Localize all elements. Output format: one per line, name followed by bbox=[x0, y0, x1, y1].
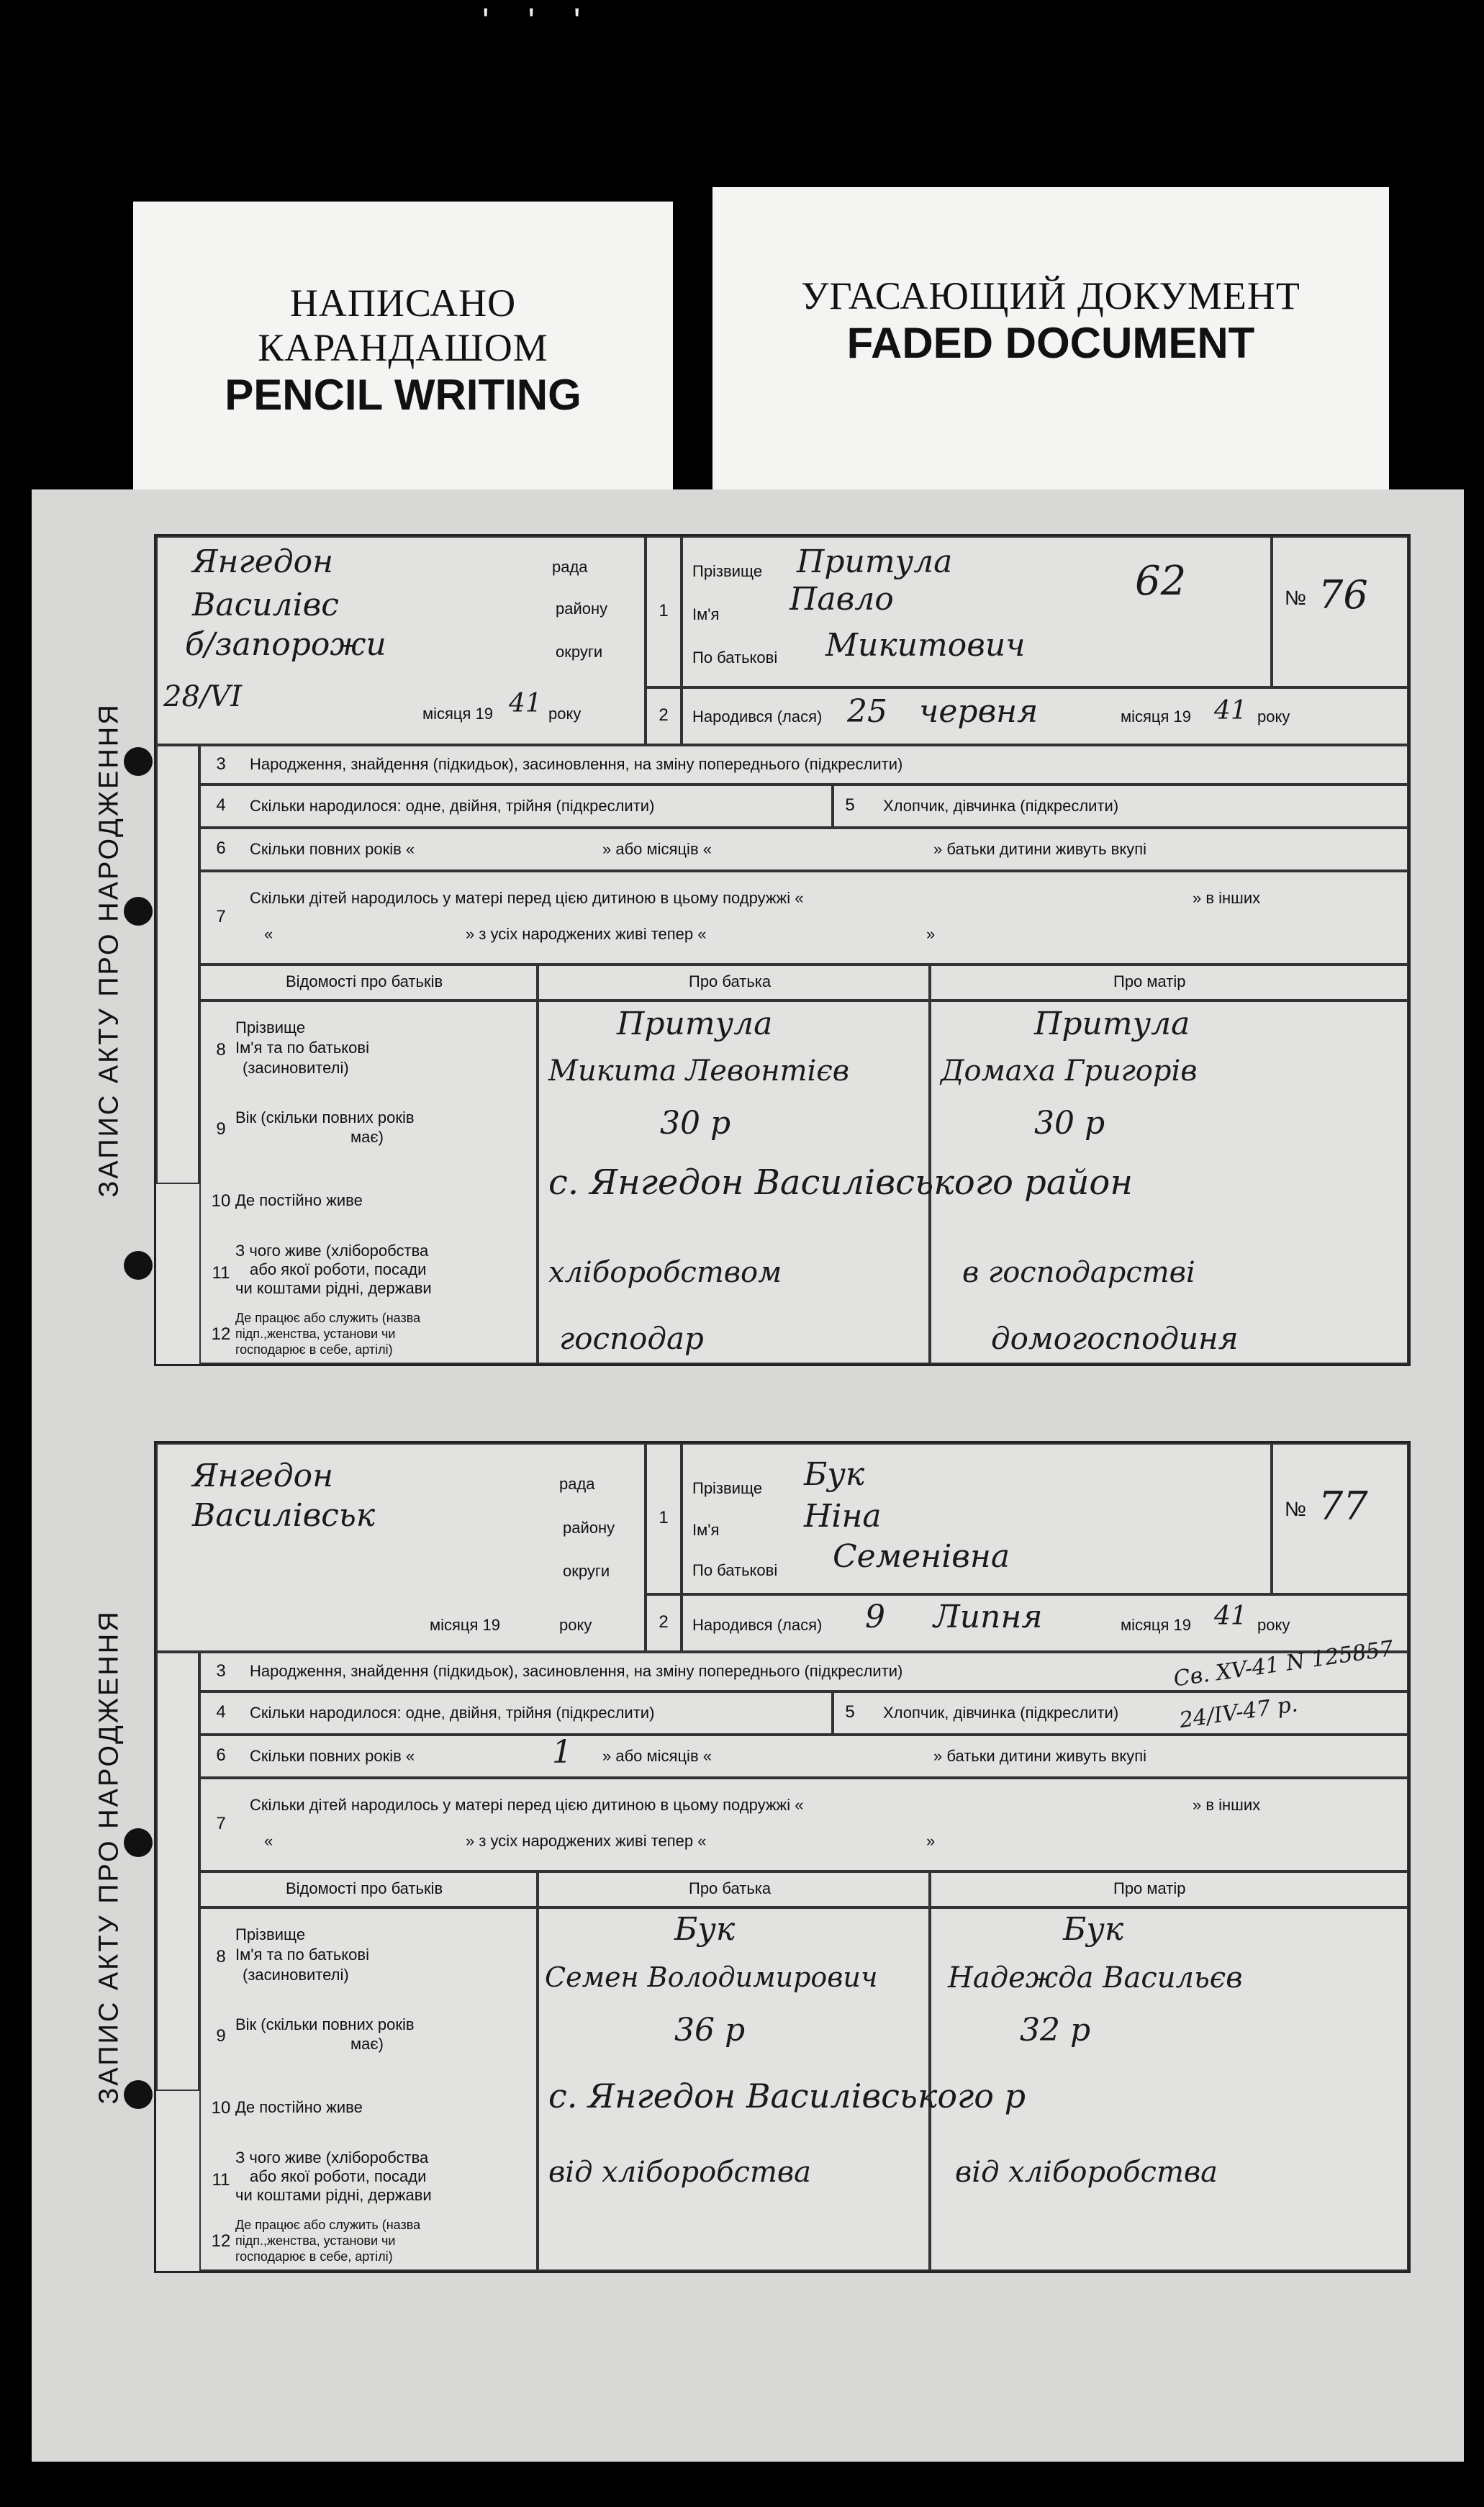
row11-label-b: або якої роботи, посади bbox=[250, 2167, 427, 2185]
birth-year-label: року bbox=[1257, 708, 1290, 726]
birth-day: 9 bbox=[865, 1599, 885, 1635]
birth-record-77: ЗАПИС АКТУ ПРО НАРОДЖЕННЯ Янгедон рада Василівськ району округи місяця 19 року 1 Прізвище Бук Ім'я Ніна По батькові Семенівна № 77 2 Народився (лася) 9 Липня місяця 19 41 року 3 Народження, знайдення (підкидьок), засиновлення, на зміну попереднього (підкреслити) 4 Скільки народилося: одне, двійня, трійня (підкреслити) 5 Хлопчик, дівчинка (підкреслити) 6 Скільки повних років « 1 » або місяців « » батьки дитини живуть вкупі 7 Скільки дітей народилось у матері перед цією дитиною в цьому подружжі « » в інших « » з усіх народжених живі тепер « » Св. XV-41 N 125857 24/IV-47 р. Відомості про батьків Про батька Про матір 8 Прізвище Ім'я та по батькові (засиновителі) 9 Вік (скільки повних років має) 10 Де постійно живе 11 З чого живе (хліборобства або якої роботи, посади чи коштами рідні, держави 12 Де працює або служить (назва підп.,женства, установи чи господарює в себе, артілі) Бук Семен Володимирович 36 р Бук Надежда Васильєв 32 р с. Янгедон Василівського р від хліборобства від хліборобства bbox=[154, 1441, 1411, 2273]
okrug-label: округи bbox=[563, 1562, 610, 1580]
row8-label-a: Прізвище bbox=[235, 1925, 306, 1943]
rada-value: Янгедон bbox=[192, 543, 334, 580]
patronymic-value: Микитович bbox=[825, 627, 1026, 664]
row12-label-c: господарює в себе, артілі) bbox=[235, 2249, 393, 2264]
row7-label-e: » bbox=[926, 1832, 936, 1850]
row10-label: Де постійно живе bbox=[235, 1191, 363, 1209]
rada-value: Янгедон bbox=[192, 1458, 334, 1494]
row11-label-b: або якої роботи, посади bbox=[250, 1260, 427, 1278]
row11-label-a: З чого живе (хліборобства bbox=[235, 1242, 429, 1260]
mother-age: 32 р bbox=[1020, 2012, 1091, 2048]
residence: с. Янгедон Василівського р bbox=[548, 2077, 1026, 2115]
row6-label-a: Скільки повних років « bbox=[250, 1747, 415, 1765]
rayon-value: Василівськ bbox=[192, 1497, 376, 1534]
row12-label-a: Де працює або служить (назва bbox=[235, 2218, 421, 2232]
row10-label: Де постійно живе bbox=[235, 2098, 363, 2116]
name-label: Ім'я bbox=[692, 1521, 720, 1539]
mother-living: в господарстві bbox=[962, 1256, 1195, 1289]
row9-label-b: має) bbox=[350, 1128, 384, 1146]
parents-info-header: Відомості про батьків bbox=[286, 972, 443, 990]
name-label: Ім'я bbox=[692, 605, 720, 623]
row11-label-c: чи коштами рідні, держави bbox=[235, 2186, 432, 2204]
row7-label-e: » bbox=[926, 925, 936, 943]
mother-age: 30 р bbox=[1034, 1105, 1105, 1142]
row7-label-d: » з усіх народжених живі тепер « bbox=[466, 1832, 707, 1850]
faded-label-en: FADED DOCUMENT bbox=[846, 319, 1255, 367]
reg-year-label: року bbox=[548, 705, 582, 723]
name-value: Павло bbox=[789, 581, 894, 618]
row3-label: Народження, знайдення (підкидьок), засиновлення, на зміну попереднього (підкреслити) bbox=[250, 1662, 903, 1680]
birth-year: 41 bbox=[1214, 696, 1247, 726]
row7-label-c: « bbox=[264, 1832, 273, 1850]
row11-label-c: чи коштами рідні, держави bbox=[235, 1279, 432, 1297]
surname-value: Притула bbox=[797, 543, 953, 580]
mother-work: домогосподиня bbox=[991, 1321, 1239, 1356]
row6-label-a: Скільки повних років « bbox=[250, 840, 415, 858]
faded-document-card bbox=[712, 187, 1389, 489]
father-surname: Бук bbox=[674, 1911, 736, 1948]
row7-label-d: » з усіх народжених живі тепер « bbox=[466, 925, 707, 943]
patronymic-value: Семенівна bbox=[833, 1538, 1010, 1575]
okrug-label: округи bbox=[556, 643, 603, 661]
rayon-value: Василівс bbox=[192, 587, 339, 623]
row9-label-a: Вік (скільки повних років bbox=[235, 1108, 415, 1126]
rada-label: рада bbox=[559, 1475, 595, 1493]
father-living: від хліборобства bbox=[548, 2156, 812, 2189]
father-work: господар bbox=[559, 1321, 704, 1356]
row8-label-b: Ім'я та по батькові bbox=[235, 1039, 369, 1057]
row4-label: Скільки народилося: одне, двійня, трійня (підкреслити) bbox=[250, 797, 655, 815]
record-number-label: № bbox=[1285, 587, 1307, 609]
row6-label-c: » батьки дитини живуть вкупі bbox=[933, 840, 1147, 858]
name-value: Ніна bbox=[804, 1498, 882, 1535]
father-living: хліборобством bbox=[548, 1256, 782, 1289]
row5-label: Хлопчик, дівчинка (підкреслити) bbox=[883, 1704, 1119, 1722]
father-full-name: Семен Володимирович bbox=[545, 1961, 878, 1993]
birth-year-label: року bbox=[1257, 1616, 1290, 1634]
row12-label-b: підп.,женства, установи чи bbox=[235, 1327, 396, 1341]
row8-label-c: (засиновителі) bbox=[243, 1059, 349, 1077]
row11-label-a: З чого живе (хліборобства bbox=[235, 2149, 429, 2167]
mother-header: Про матір bbox=[1113, 1879, 1186, 1897]
pencil-label-en: PENCIL WRITING bbox=[225, 371, 582, 419]
birth-month-label: місяця 19 bbox=[1121, 1616, 1192, 1634]
pencil-label-ru1: НАПИСАНО bbox=[289, 281, 517, 325]
birth-record-76: ЗАПИС АКТУ ПРО НАРОДЖЕННЯ Янгедон рада Василівс району б/запорожи округи 28/VI місяця 19 41 року 1 Прізвище Притула Ім'я Павло По батькові Микитович 62 № 76 2 Народився (лася) 25 червня місяця 19 41 року 3 Народження, знайдення (підкидьок), засиновлення, на зміну попереднього (підкреслити) 4 Скільки народилося: одне, двійня, трійня (підкреслити) 5 Хлопчик, дівчинка (підкреслити) 6 Скільки повних років « » або місяців « » батьки дитини живуть вкупі 7 Скільки дітей народилось у матері перед цією дитиною в цьому подружжі « » в інших « » з усіх народжених живі тепер « » Відомості про батьків Про батька Про матір 8 Прізвище Ім'я та по батькові (засиновителі) 9 Вік (скільки повних років має) 10 Де постійно живе 11 З чого живе (хліборобства або якої роботи, посади чи коштами рідні, держави 12 Де працює або служить (назва підп.,женства, установи чи господарює в себе, артілі) Притула Микита Левонтієв 30 р Притула Домаха Григорів 30 р с. Янгедон Василівського район хліборобством в господарстві господар домогосподиня bbox=[154, 534, 1411, 1366]
born-label: Народився (лася) bbox=[692, 708, 823, 726]
vertical-title: ЗАПИС АКТУ ПРО НАРОДЖЕННЯ bbox=[94, 1609, 125, 2105]
rayon-label: району bbox=[563, 1519, 615, 1537]
father-age: 30 р bbox=[660, 1105, 731, 1142]
residence: с. Янгедон Василівського район bbox=[548, 1162, 1133, 1203]
reg-year-label: року bbox=[559, 1616, 592, 1634]
record-number-value: 77 bbox=[1318, 1483, 1368, 1529]
father-full-name: Микита Левонтієв bbox=[548, 1054, 850, 1088]
born-label: Народився (лася) bbox=[692, 1616, 823, 1634]
row7-label-c: « bbox=[264, 925, 273, 943]
father-header: Про батька bbox=[689, 1879, 772, 1897]
row6-label-b: » або місяців « bbox=[602, 840, 712, 858]
row7-label-b: » в інших bbox=[1193, 889, 1261, 907]
patronymic-label: По батькові bbox=[692, 1561, 778, 1579]
pencil-writing-card bbox=[133, 202, 673, 489]
mother-surname: Притула bbox=[1034, 1006, 1190, 1042]
row9-label-b: має) bbox=[350, 2035, 384, 2053]
row8-label-c: (засиновителі) bbox=[243, 1966, 349, 1984]
father-header: Про батька bbox=[689, 972, 772, 990]
mother-full-name: Надежда Васильєв bbox=[948, 1961, 1243, 1995]
reg-month-label: місяця 19 bbox=[430, 1616, 501, 1634]
row8-label-b: Ім'я та по батькові bbox=[235, 1946, 369, 1964]
row3-label: Народження, знайдення (підкидьок), засиновлення, на зміну попереднього (підкреслити) bbox=[250, 755, 903, 773]
birth-month-label: місяця 19 bbox=[1121, 708, 1192, 726]
reg-date-value: 28/VI bbox=[163, 680, 243, 713]
row5-label: Хлопчик, дівчинка (підкреслити) bbox=[883, 797, 1119, 815]
record-number-value: 76 bbox=[1318, 572, 1368, 618]
row7-label-a: Скільки дітей народилось у матері перед цією дитиною в цьому подружжі « bbox=[250, 889, 804, 907]
surname-label: Прізвище bbox=[692, 1479, 763, 1497]
mother-full-name: Домаха Григорів bbox=[941, 1054, 1198, 1088]
record-number-label: № bbox=[1285, 1498, 1307, 1520]
pencil-label-ru2: КАРАНДАШОМ bbox=[258, 326, 548, 369]
row8-label-a: Прізвище bbox=[235, 1018, 306, 1036]
rayon-label: району bbox=[556, 600, 608, 618]
row12-label-b: підп.,женства, установи чи bbox=[235, 2233, 396, 2248]
birth-year: 41 bbox=[1214, 1602, 1247, 1631]
row12-label-c: господарює в себе, артілі) bbox=[235, 1342, 393, 1357]
reg-year-value: 41 bbox=[509, 689, 542, 718]
surname-value: Бук bbox=[804, 1456, 865, 1493]
okrug-value: б/запорожи bbox=[185, 626, 386, 663]
patronymic-label: По батькові bbox=[692, 649, 778, 667]
birth-day: 25 bbox=[847, 693, 887, 730]
row7-label-b: » в інших bbox=[1193, 1796, 1261, 1814]
reg-month-label: місяця 19 bbox=[422, 705, 494, 723]
row9-label-a: Вік (скільки повних років bbox=[235, 2015, 415, 2033]
row7-label-a: Скільки дітей народилось у матері перед цією дитиною в цьому подружжі « bbox=[250, 1796, 804, 1814]
rada-label: рада bbox=[552, 558, 588, 576]
certificate-annotation: Св. XV-41 N 125857 24/IV-47 р. bbox=[1172, 1636, 1395, 1733]
surname-label: Прізвище bbox=[692, 562, 763, 580]
birth-month: червня bbox=[919, 693, 1039, 730]
mother-header: Про матір bbox=[1113, 972, 1186, 990]
mother-surname: Бук bbox=[1063, 1911, 1124, 1948]
row12-label-a: Де працює або служить (назва bbox=[235, 1311, 421, 1325]
parents-info-header: Відомості про батьків bbox=[286, 1879, 443, 1897]
birth-month: Липня bbox=[933, 1599, 1043, 1635]
vertical-title: ЗАПИС АКТУ ПРО НАРОДЖЕННЯ bbox=[94, 703, 125, 1198]
years-together-value: 1 bbox=[552, 1734, 572, 1771]
record-sheet bbox=[32, 489, 1464, 2462]
row6-label-b: » або місяців « bbox=[602, 1747, 712, 1765]
row6-label-c: » батьки дитини живуть вкупі bbox=[933, 1747, 1147, 1765]
faded-label-ru: УГАСАЮЩИЙ ДОКУМЕНТ bbox=[801, 274, 1300, 317]
top-marks: ' ' ' bbox=[482, 1, 595, 41]
father-surname: Притула bbox=[617, 1006, 773, 1042]
side-number: 62 bbox=[1135, 558, 1187, 605]
row4-label: Скільки народилося: одне, двійня, трійня (підкреслити) bbox=[250, 1704, 655, 1722]
mother-living: від хліборобства bbox=[955, 2156, 1218, 2189]
father-age: 36 р bbox=[674, 2012, 746, 2048]
